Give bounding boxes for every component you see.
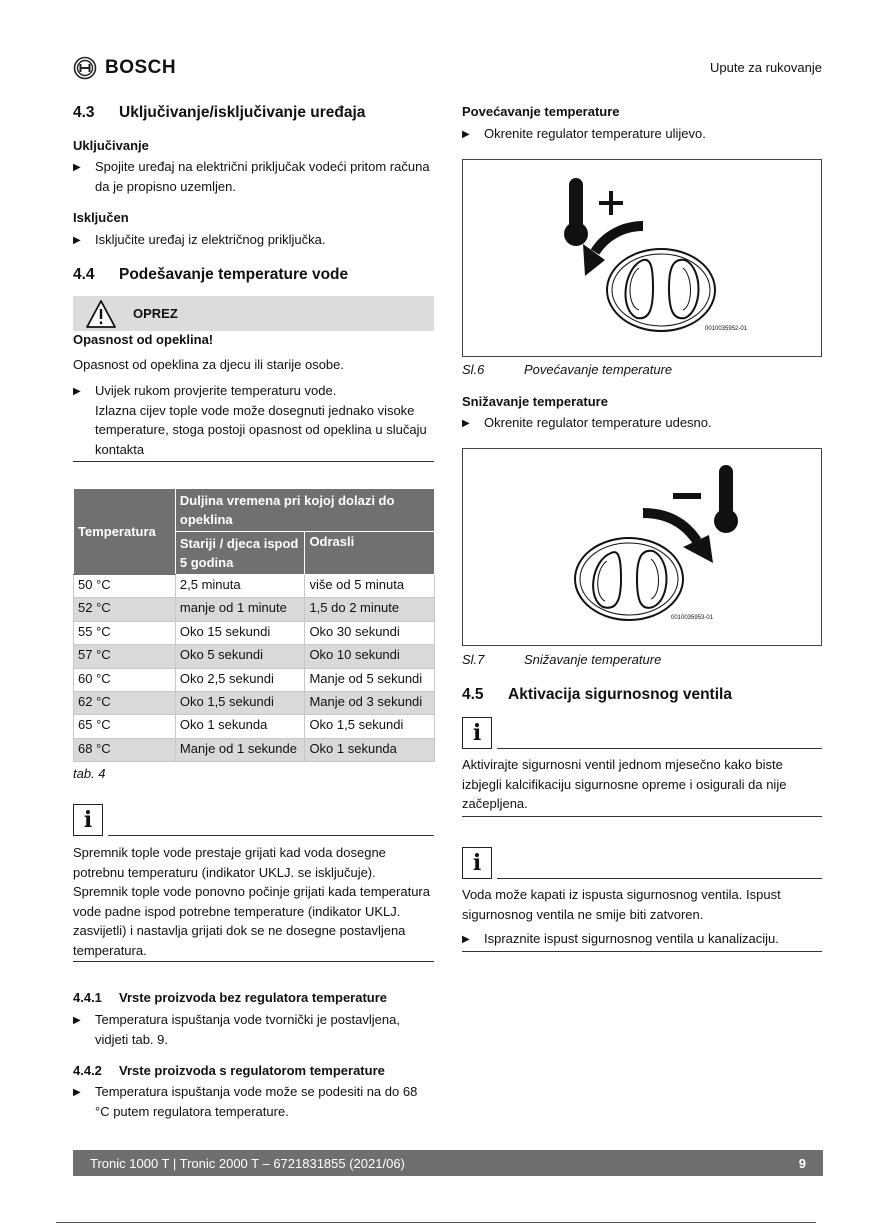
step-text: Temperatura ispuštanja vode tvornički je postavljena, vidjeti tab. 9.	[95, 1012, 400, 1047]
check-temp-step	[73, 381, 434, 459]
switch-off-heading: Isključen	[73, 210, 129, 225]
table-row	[74, 645, 435, 668]
section-title: Vrste proizvoda s regulatorom temperature	[119, 1063, 385, 1078]
switch-off-step	[73, 230, 434, 251]
info-text-valve-drip: Voda može kapati iz ispusta sigurnosnog ventila. Ispust sigurnosnog ventila ne smije biti zatvoren.	[462, 887, 781, 922]
table-row	[74, 691, 435, 714]
figure-decrease-temperature	[462, 448, 822, 646]
bullet-arrow-icon: ▶	[73, 235, 81, 246]
table-row	[74, 598, 435, 621]
cell-temp: 60 °C	[74, 668, 176, 691]
figure-code: 0010035953-01	[671, 615, 714, 621]
col-header-adults: Odrasli	[305, 532, 435, 575]
info-divider	[497, 878, 822, 879]
figure-caption-text: Snižavanje temperature	[524, 652, 662, 667]
info-bottom-divider	[462, 816, 822, 817]
cell-adults: Manje od 3 sekundi	[305, 691, 435, 714]
bullet-arrow-icon: ▶	[73, 162, 81, 173]
caution-divider	[73, 461, 434, 462]
danger-text: Opasnost od opeklina za djecu ili starije osobe.	[73, 357, 344, 372]
figure-caption-text: Povećavanje temperature	[524, 362, 673, 377]
bullet-arrow-icon: ▶	[462, 129, 470, 140]
header-title: Upute za rukovanje	[709, 60, 822, 75]
drain-valve-step	[462, 929, 822, 950]
danger-heading: Opasnost od opeklina!	[73, 332, 214, 347]
info-bottom-divider	[73, 961, 434, 962]
cell-children: Oko 15 sekundi	[175, 621, 305, 644]
cell-temp: 52 °C	[74, 598, 176, 621]
table-caption: tab. 4	[73, 766, 106, 781]
increase-temp-heading: Povećavanje temperature	[462, 104, 620, 119]
caution-banner	[73, 296, 434, 331]
switch-on-step	[73, 157, 434, 196]
info-text-heating: Spremnik tople vode prestaje grijati kad voda dosegne potrebnu temperaturu (indikator UKLJ. se isključuje). Spremnik tople vode ponovno počinje grijati kada temperatura vode padne ispod potrebne temperature (indikator UKLJ. zasvijetli) i nastavlja grijati dok se ne dosegne postavljena temperatura.	[73, 845, 430, 958]
cell-temp: 68 °C	[74, 738, 176, 761]
section-number: 4.3	[73, 104, 95, 121]
decrease-temp-step	[462, 413, 822, 434]
section-title: Uključivanje/isključivanje uređaja	[119, 104, 366, 121]
section-title: Aktivacija sigurnosnog ventila	[508, 686, 732, 703]
figure-6-caption	[462, 362, 672, 377]
page-number: 9	[798, 1155, 806, 1171]
section-number: 4.4.1	[73, 990, 102, 1005]
info-icon: i	[462, 847, 492, 879]
bullet-arrow-icon: ▶	[73, 1087, 81, 1098]
cell-temp: 55 °C	[74, 621, 176, 644]
section-4-4-2-heading	[73, 1063, 385, 1078]
cell-adults: 1,5 do 2 minute	[305, 598, 435, 621]
cell-adults: Oko 10 sekundi	[305, 645, 435, 668]
switch-on-heading: Uključivanje	[73, 138, 149, 153]
step-text: Isključite uređaj iz električnog priključka.	[95, 232, 326, 247]
cell-children: manje od 1 minute	[175, 598, 305, 621]
cell-temp: 57 °C	[74, 645, 176, 668]
col-header-duration: Duljina vremena pri kojoj dolazi do opeklina	[175, 489, 434, 532]
regulator-knob	[575, 538, 683, 620]
step-text: Ispraznite ispust sigurnosnog ventila u kanalizaciju.	[484, 931, 779, 946]
cell-children: Manje od 1 sekunde	[175, 738, 305, 761]
scald-time-table	[73, 488, 435, 762]
table-row	[74, 621, 435, 644]
bullet-arrow-icon: ▶	[73, 386, 81, 397]
table-row	[74, 715, 435, 738]
info-divider	[497, 748, 822, 749]
minus-icon	[673, 493, 701, 499]
decrease-temp-illustration	[463, 449, 821, 645]
cell-children: Oko 1,5 sekundi	[175, 691, 305, 714]
regulator-knob	[607, 249, 715, 331]
info-divider	[108, 835, 434, 836]
plus-icon	[599, 191, 623, 215]
col-header-children: Stariji / djeca ispod 5 godina	[175, 532, 305, 575]
section-number: 4.4	[73, 266, 95, 283]
figure-increase-temperature	[462, 159, 822, 357]
info-text-activate-valve: Aktivirajte sigurnosni ventil jednom mjesečno kako biste izbjegli kalcifikaciju sigurnosne opreme i osigurali da nije začepljena.	[462, 757, 787, 811]
caution-label: OPREZ	[133, 306, 178, 321]
section-4-4-heading	[73, 266, 348, 284]
decrease-temp-heading: Snižavanje temperature	[462, 394, 608, 409]
warning-triangle-icon	[85, 299, 117, 329]
table-row	[74, 575, 435, 598]
footer-product-text: Tronic 1000 T | Tronic 2000 T – 6721831855 (2021/06)	[90, 1155, 405, 1171]
section-number: 4.4.2	[73, 1063, 102, 1078]
step-text: Uvijek rukom provjerite temperaturu vode.	[95, 383, 337, 398]
no-regulator-step	[73, 1010, 434, 1049]
increase-temp-illustration	[463, 160, 821, 356]
thermometer-icon	[714, 465, 738, 533]
figure-7-caption	[462, 652, 661, 667]
cell-adults: Oko 1,5 sekundi	[305, 715, 435, 738]
info-bottom-divider	[462, 951, 822, 952]
info-icon: i	[73, 804, 103, 836]
section-4-4-1-heading	[73, 990, 387, 1005]
section-4-5-heading	[462, 686, 732, 704]
step-text: Temperatura ispuštanja vode može se podesiti na do 68 °C putem regulatora temperature.	[95, 1084, 418, 1119]
section-title: Vrste proizvoda bez regulatora temperature	[119, 990, 388, 1005]
bullet-arrow-icon: ▶	[462, 418, 470, 429]
bullet-arrow-icon: ▶	[73, 1015, 81, 1026]
cell-adults: Oko 1 sekunda	[305, 738, 435, 761]
figure-number: Sl.7	[462, 652, 485, 667]
cell-adults: Manje od 5 sekundi	[305, 668, 435, 691]
step-text: Spojite uređaj na električni priključak vodeći pritom računa da je propisno uzemljen.	[95, 159, 430, 194]
step-detail: Izlazna cijev tople vode može dosegnuti jednako visoke temperature, stoga postoji opasnost od opeklina u slučaju kontakta	[95, 402, 427, 457]
col-header-temperature: Temperatura	[74, 489, 176, 575]
section-title: Podešavanje temperature vode	[119, 266, 349, 283]
table-row	[74, 738, 435, 761]
figure-number: Sl.6	[462, 362, 485, 377]
with-regulator-step	[73, 1082, 434, 1121]
thermometer-icon	[564, 178, 588, 246]
step-text: Okrenite regulator temperature udesno.	[484, 415, 712, 430]
section-number: 4.5	[462, 686, 484, 703]
cell-temp: 65 °C	[74, 715, 176, 738]
cell-children: Oko 1 sekunda	[175, 715, 305, 738]
cell-children: 2,5 minuta	[175, 575, 305, 598]
cell-temp: 62 °C	[74, 691, 176, 714]
bullet-arrow-icon: ▶	[462, 934, 470, 945]
cell-children: Oko 5 sekundi	[175, 645, 305, 668]
bosch-emblem-icon	[73, 56, 97, 80]
figure-code: 0010035952-01	[705, 326, 748, 332]
step-text: Okrenite regulator temperature ulijevo.	[484, 126, 706, 141]
table-row	[74, 668, 435, 691]
cell-adults: Oko 30 sekundi	[305, 621, 435, 644]
bosch-logo	[73, 56, 176, 80]
cell-temp: 50 °C	[74, 575, 176, 598]
bottom-rule	[56, 1222, 816, 1223]
cell-adults: više od 5 minuta	[305, 575, 435, 598]
increase-temp-step	[462, 124, 822, 145]
page-footer	[73, 1150, 823, 1176]
cell-children: Oko 2,5 sekundi	[175, 668, 305, 691]
info-icon: i	[462, 717, 492, 749]
brand-name: BOSCH	[105, 57, 177, 78]
section-4-3-heading	[73, 104, 365, 122]
